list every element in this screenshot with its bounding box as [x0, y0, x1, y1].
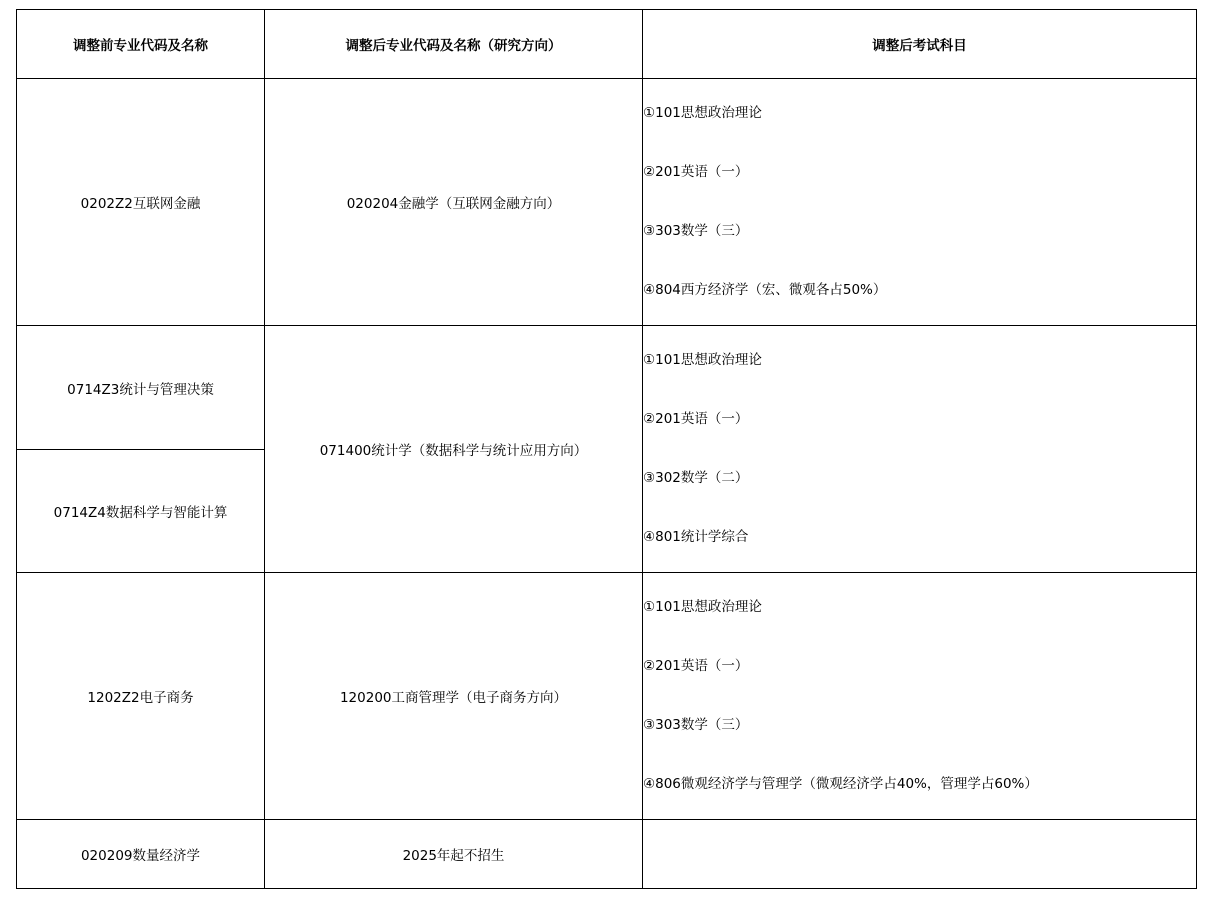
after-major-cell: 020204金融学（互联网金融方向） — [265, 79, 643, 326]
subject-item: ②201英语（一） — [643, 658, 749, 674]
header-before: 调整前专业代码及名称 — [17, 10, 265, 79]
subject-list — [643, 331, 1196, 567]
before-major-cell: 0714Z3统计与管理决策 — [17, 326, 265, 450]
before-major-cell: 1202Z2电子商务 — [17, 573, 265, 820]
after-major-cell: 2025年起不招生 — [265, 820, 643, 889]
subject-list — [643, 84, 1196, 320]
subject-item: ①101思想政治理论 — [643, 599, 762, 615]
subject-item: ④806微观经济学与管理学（微观经济学占40%，管理学占60%） — [643, 776, 1038, 792]
before-major-cell: 0714Z4数据科学与智能计算 — [17, 450, 265, 573]
table-row — [17, 820, 1197, 889]
subjects-cell — [643, 573, 1197, 820]
subjects-cell — [643, 326, 1197, 573]
subject-item: ②201英语（一） — [643, 164, 749, 180]
table-row — [17, 79, 1197, 326]
subject-item: ③303数学（三） — [643, 223, 749, 239]
table-row — [17, 573, 1197, 820]
before-major-cell: 0202Z2互联网金融 — [17, 79, 265, 326]
header-after: 调整后专业代码及名称（研究方向） — [265, 10, 643, 79]
subject-item: ②201英语（一） — [643, 411, 749, 427]
subject-item: ③303数学（三） — [643, 717, 749, 733]
header-row — [17, 10, 1197, 79]
after-major-cell: 120200工商管理学（电子商务方向） — [265, 573, 643, 820]
subject-item: ④804西方经济学（宏、微观各占50%） — [643, 282, 887, 298]
before-major-cell: 020209数量经济学 — [17, 820, 265, 889]
subject-item: ④801统计学综合 — [643, 529, 749, 545]
subjects-cell — [643, 820, 1197, 889]
table-row — [17, 326, 1197, 450]
subject-list — [643, 578, 1196, 814]
after-major-cell: 071400统计学（数据科学与统计应用方向） — [265, 326, 643, 573]
subject-item: ①101思想政治理论 — [643, 105, 762, 121]
header-subjects: 调整后考试科目 — [643, 10, 1197, 79]
subject-item: ①101思想政治理论 — [643, 352, 762, 368]
subjects-cell — [643, 79, 1197, 326]
subject-item: ③302数学（二） — [643, 470, 749, 486]
major-adjustment-table — [16, 9, 1197, 889]
